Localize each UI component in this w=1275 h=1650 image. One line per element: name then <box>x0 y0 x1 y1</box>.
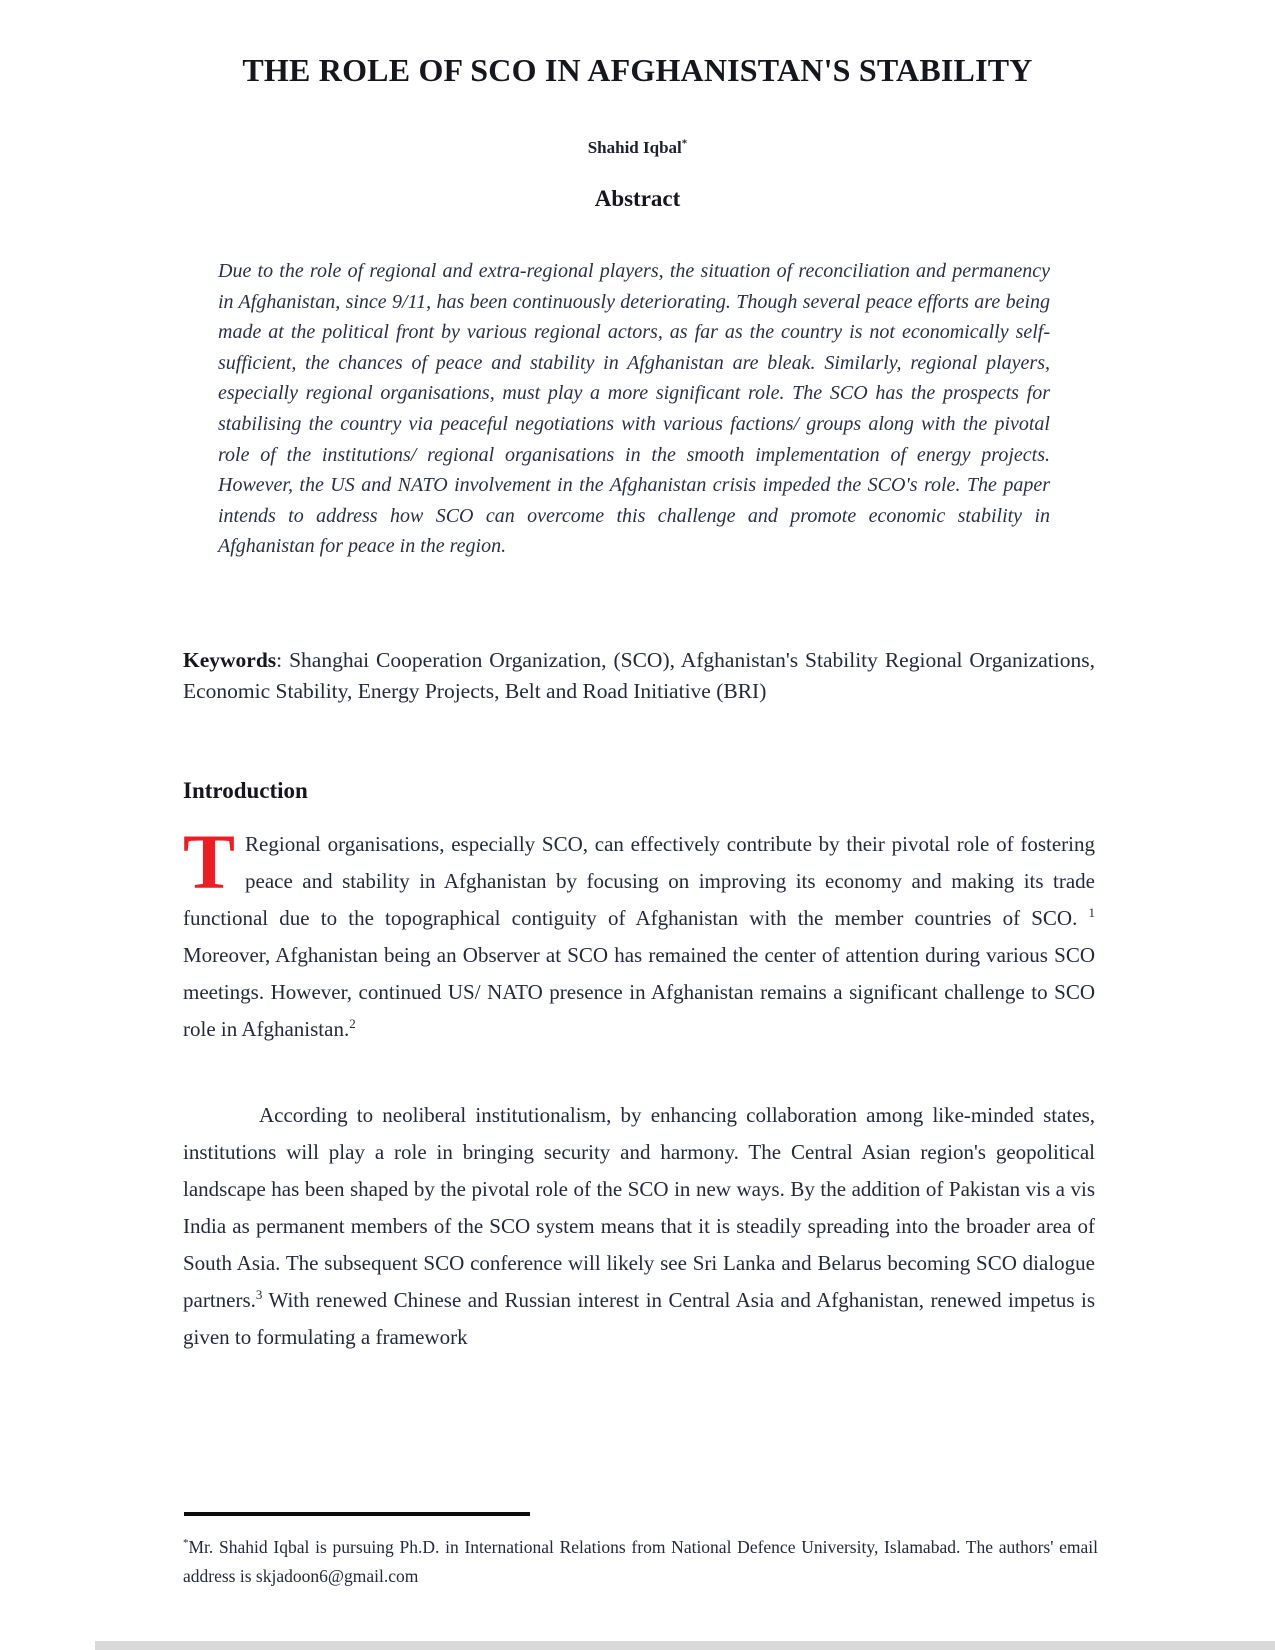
footnote-mark: * <box>183 1537 189 1550</box>
abstract-text: Due to the role of regional and extra-regional players, the situation of reconciliation and permanency in Afghanistan, since 9/11, has been continuously deteriorating. Though several peace efforts are being made at the political front by various regional actors, as far as the country is not economically self-sufficient, the chances of peace and stability in Afghanistan are bleak. Similarly, regional players, especially regional organisations, must play a more significant role. The SCO has the prospects for stabilising the country via peaceful negotiations with various factions/ groups along with the pivotal role of the institutions/ regional organisations in the smooth implementation of energy projects. However, the US and NATO involvement in the Afghanistan crisis impeded the SCO's role. The paper intends to address how SCO can overcome this challenge and promote economic stability in Afghanistan for peace in the region. <box>218 260 1050 558</box>
footnote-ref-1: 1 <box>1088 905 1095 920</box>
intro-paragraph-2 <box>183 1097 1095 1356</box>
abstract-heading: Abstract <box>594 186 681 211</box>
intro-paragraph-1 <box>183 818 1095 1048</box>
author-name: Shahid Iqbal <box>587 138 682 157</box>
dropcap-letter: T <box>183 818 236 905</box>
author-line <box>0 138 1275 158</box>
keywords-label: Keywords <box>183 648 277 672</box>
footnote-line <box>183 1533 1098 1591</box>
section-heading-introduction: Introduction <box>183 778 308 803</box>
paper-title: THE ROLE OF SCO IN AFGHANISTAN'S STABILITY <box>242 52 1033 88</box>
para1-text-a: Regional organisations, especially SCO, can effectively contribute by their pivotal role of fostering peace and stability in Afghanistan by focusing on improving its economy and making its trade functional due to the topographical contiguity of Afghanistan with the member countries of SCO. <box>183 832 1095 930</box>
footnote-divider <box>184 1512 530 1516</box>
para2-text-a: According to neoliberal institutionalism, by enhancing collaboration among like-minded states, institutions will play a role in bringing security and harmony. The Central Asian region's geopolitical landscape has been shaped by the pivotal role of the SCO in new ways. By the addition of Pakistan vis a vis India as permanent members of the SCO system means that it is steadily spreading into the broader area of South Asia. The subsequent SCO conference will likely see Sri Lanka and Belarus becoming SCO dialogue partners. <box>183 1103 1095 1312</box>
footnote-ref-3: 3 <box>255 1287 263 1302</box>
author-footnote-mark: * <box>681 137 688 150</box>
para2-text-b: With renewed Chinese and Russian interest in Central Asia and Afghanistan, renewed impetus is given to formulating a framework <box>183 1288 1095 1349</box>
para1-text-b: Moreover, Afghanistan being an Observer at SCO has remained the center of attention during various SCO meetings. However, continued US/ NATO presence in Afghanistan remains a significant challenge to SCO role in Afghanistan. <box>183 943 1095 1041</box>
footnote-text: Mr. Shahid Iqbal is pursuing Ph.D. in International Relations from National Defence University, Islamabad. The authors' email address is skjadoon6@gmail.com <box>183 1537 1098 1586</box>
next-page-edge <box>95 1641 1275 1650</box>
keywords-text: : Shanghai Cooperation Organization, (SCO), Afghanistan's Stability Regional Organizations, Economic Stability, Energy Projects, Belt and Road Initiative (BRI) <box>183 648 1095 703</box>
keywords-line <box>183 645 1095 706</box>
footnote-ref-2: 2 <box>349 1016 356 1031</box>
